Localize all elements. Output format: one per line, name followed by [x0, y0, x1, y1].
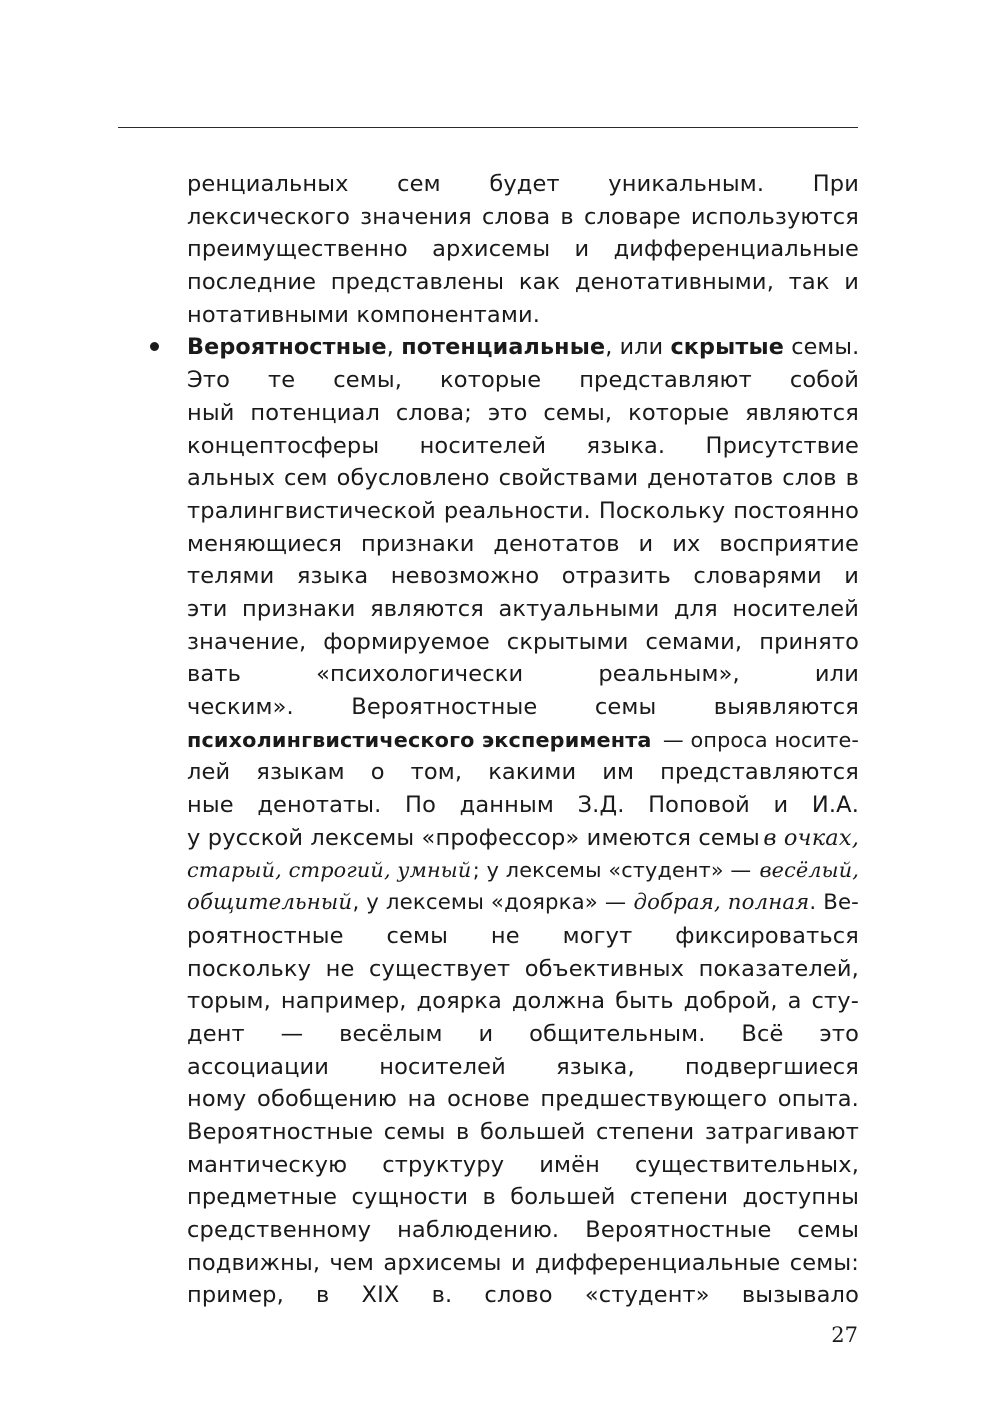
- term-hidden: скрытые: [670, 334, 784, 361]
- text-line: тралингвистической реальности. Поскольку постоянно: [187, 497, 859, 524]
- text-line: телями языка невозможно отразить словарями и: [187, 563, 859, 590]
- text-line: [187, 887, 859, 920]
- term-potential: потенциальные: [401, 334, 606, 361]
- text-line: дент — весёлым и общительным. Всё это: [187, 1020, 859, 1047]
- italic-example: в очках,: [763, 824, 859, 851]
- text-line: Это те семы, которые представляют собой: [187, 367, 859, 394]
- bullet-marker-icon: [150, 342, 159, 351]
- header-rule: [118, 127, 858, 128]
- text-line: мантическую структуру имён существительных,: [187, 1151, 859, 1178]
- text-line: ренциальных сем будет уникальным. При: [187, 171, 859, 197]
- text-fragment: семы.: [783, 334, 860, 361]
- page-body: [187, 168, 859, 1312]
- text-line: ческим». Вероятностные семы выявляются: [187, 694, 859, 720]
- text-line: средственному наблюдению. Вероятностные семы: [187, 1217, 859, 1243]
- text-line: [187, 724, 859, 757]
- text-line: нотативными компонентами.: [187, 301, 541, 328]
- text-line: лексического значения слова в словаре используются: [187, 203, 859, 230]
- text-line: ному обобщению на основе предшествующего опыта.: [187, 1086, 859, 1113]
- text-line: пример, в XIX в. слово «студент» вызывало: [187, 1282, 859, 1309]
- text-line: концептосферы носителей языка. Присутствие: [187, 432, 859, 459]
- text-line: [187, 822, 859, 855]
- bullet-item-heading-line: [187, 331, 859, 364]
- text-line: подвижны, чем архисемы и дифференциальные семы:: [187, 1249, 859, 1276]
- text-line: преимущественно архисемы и дифференциальные: [187, 236, 859, 263]
- page-number: 27: [831, 1323, 858, 1347]
- text-line: Вероятностные семы в большей степени затрагивают: [187, 1118, 859, 1145]
- text-line: ассоциации носителей языка, подвергшиеся: [187, 1053, 859, 1080]
- italic-example: добрая, полная: [633, 890, 810, 916]
- text-line: предметные сущности в большей степени доступны: [187, 1184, 859, 1211]
- text-line: [187, 854, 859, 887]
- text-fragment: , или: [605, 334, 671, 361]
- text-fragment: ,: [386, 334, 402, 361]
- text-line: эти признаки являются актуальными для носителей: [187, 595, 859, 622]
- text-line: поскольку не существует объективных показателей,: [187, 955, 859, 982]
- italic-example: весёлый,: [759, 858, 859, 883]
- text-fragment: . Ве-: [809, 890, 859, 916]
- text-line: последние представлены как денотативными, так и: [187, 269, 859, 296]
- text-line: ные денотаты. По данным З.Д. Поповой и И.А.: [187, 792, 859, 819]
- text-line: торым, например, доярка должна быть доброй, а сту-: [187, 988, 859, 1015]
- text-fragment: — опроса носите-: [656, 727, 859, 752]
- text-fragment: у русской лексемы «профессор» имеются семы: [187, 824, 760, 851]
- text-line: лей языкам о том, какими им представляются: [187, 759, 859, 786]
- text-line: альных сем обусловлено свойствами денотатов слов в: [187, 465, 859, 492]
- text-line: значение, формируемое скрытыми семами, принято: [187, 628, 859, 655]
- text-fragment: , у лексемы «доярка» —: [352, 890, 634, 916]
- term-psycholinguistic-experiment: психолингвистического эксперимента: [187, 727, 652, 752]
- text-line: меняющиеся признаки денотатов и их восприятие: [187, 530, 859, 557]
- term-probabilistic: Вероятностные: [187, 334, 387, 361]
- text-line: роятностные семы не могут фиксироваться: [187, 922, 859, 949]
- text-line: ный потенциал слова; это семы, которые являются: [187, 399, 859, 426]
- text-fragment: ; у лексемы «студент» —: [472, 858, 759, 883]
- italic-example: старый, строгий, умный: [187, 858, 472, 883]
- text-line: вать «психологически реальным», или: [187, 661, 859, 688]
- italic-example: общительный: [187, 890, 353, 916]
